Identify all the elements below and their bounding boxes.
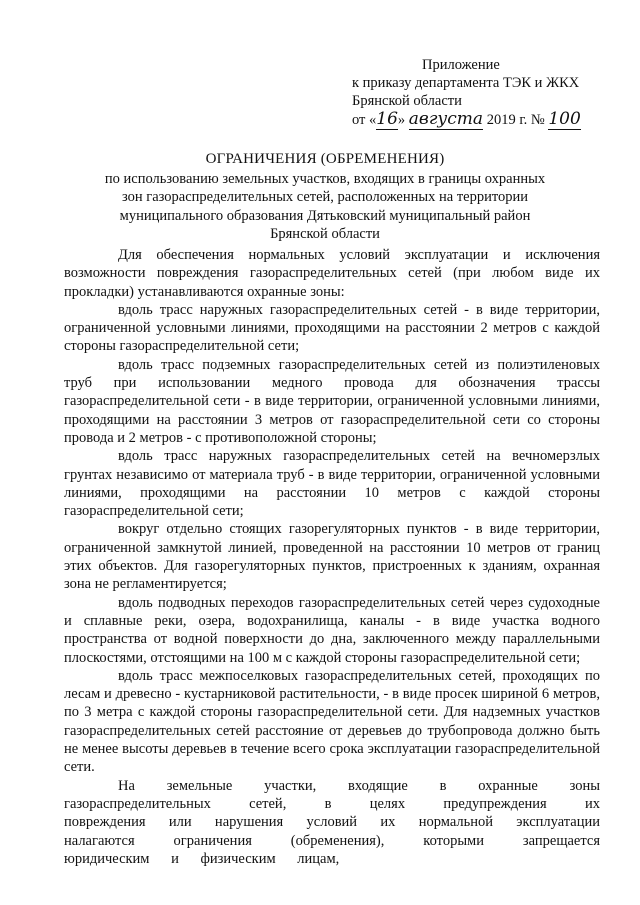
paragraph-zone-underwater: вдоль подводных переходов газораспределительных сетей через судоходные и сплавные реки, озера, водохранилища, каналы - в виде участка водного пространства от водной поверхности до дна, заключенного между параллельными плоскостями, отстоящими на 100 м с каждой стороны газораспределительной сети;	[64, 594, 600, 666]
paragraph-zone-outer: вдоль трасс наружных газораспределительных сетей - в виде территории, ограниченной условными линиями, проходящими на расстоянии 2 метров с каждой стороны газораспределительной сети;	[64, 301, 600, 355]
date-day: 16	[376, 109, 398, 129]
document-body	[64, 246, 600, 868]
title-line-4: Брянской области	[270, 225, 380, 242]
paragraph-zone-underground: вдоль трасс подземных газораспределительных сетей из полиэтиленовых труб при использовании медного провода для обозначения трассы газораспределительной сети - в виде территории, ограниченной условными линиями, проходящими на расстоянии 3 метров от газораспределительной сети со стороны провода и 2 метров - с противоположной стороны;	[64, 356, 600, 446]
title-heading: ОГРАНИЧЕНИЯ (ОБРЕМЕНЕНИЯ)	[205, 151, 445, 167]
date-month: августа	[408, 109, 484, 129]
title-line-3: муниципального образования Дятьковский муниципальный район	[119, 207, 531, 224]
paragraph-intro: Для обеспечения нормальных условий эксплуатации и исключения возможности повреждения газораспределительных сетей (при любом виде их прокладки) устанавливаются охранные зоны:	[64, 247, 600, 300]
appendix-order-ref: к приказу департамента ТЭК и ЖКХ	[352, 75, 580, 91]
paragraph-zone-forest: вдоль трасс межпоселковых газораспределительных сетей, проходящих по лесам и древесно - кустарниковой растительности, - в виде просек шириной 6 метров, по 3 метра с каждой стороны газораспределительной сети. Для надземных участков газораспределительных сетей расстояние от деревьев до трубопровода должно быть не менее высоты деревьев в течение всего срока эксплуатации газораспределительной сети.	[64, 667, 600, 776]
paragraph-zone-permafrost: вдоль трасс наружных газораспределительных сетей на вечномерзлых грунтах независимо от материала труб - в виде территории, ограниченной условными линиями, проходящими на расстоянии 10 метров с каждой стороны газораспределительной сети;	[64, 448, 600, 520]
paragraph-zone-regulators: вокруг отдельно стоящих газорегуляторных пунктов - в виде территории, ограниченной замкнутой линией, проведенной на расстоянии 10 метров от границ этих объектов. Для газорегуляторных пунктов, пристроенных к зданиям, охранная зона не регламентируется;	[64, 521, 600, 593]
date-mid: »	[397, 112, 409, 128]
appendix-header	[352, 56, 622, 129]
paragraph-restrictions: На земельные участки, входящие в охранные зоны газораспределительных сетей, в целях предупреждения их повреждения или нарушения условий их нормальной эксплуатации налагаются ограничения (обременения), которыми запрещается юридическим и физическим лицам,	[64, 777, 600, 867]
appendix-region: Брянской области	[352, 93, 462, 109]
date-prefix: от «	[352, 112, 377, 128]
title-line-1: по использованию земельных участков, входящих в границы охранных	[104, 171, 546, 188]
date-year: 2019 г. №	[483, 112, 549, 128]
order-number: 100	[548, 109, 581, 129]
title-line-2: зон газораспределительных сетей, расположенных на территории	[121, 189, 529, 206]
document-title	[40, 150, 610, 243]
appendix-label: Приложение	[422, 57, 500, 73]
appendix-date-line	[352, 110, 622, 129]
